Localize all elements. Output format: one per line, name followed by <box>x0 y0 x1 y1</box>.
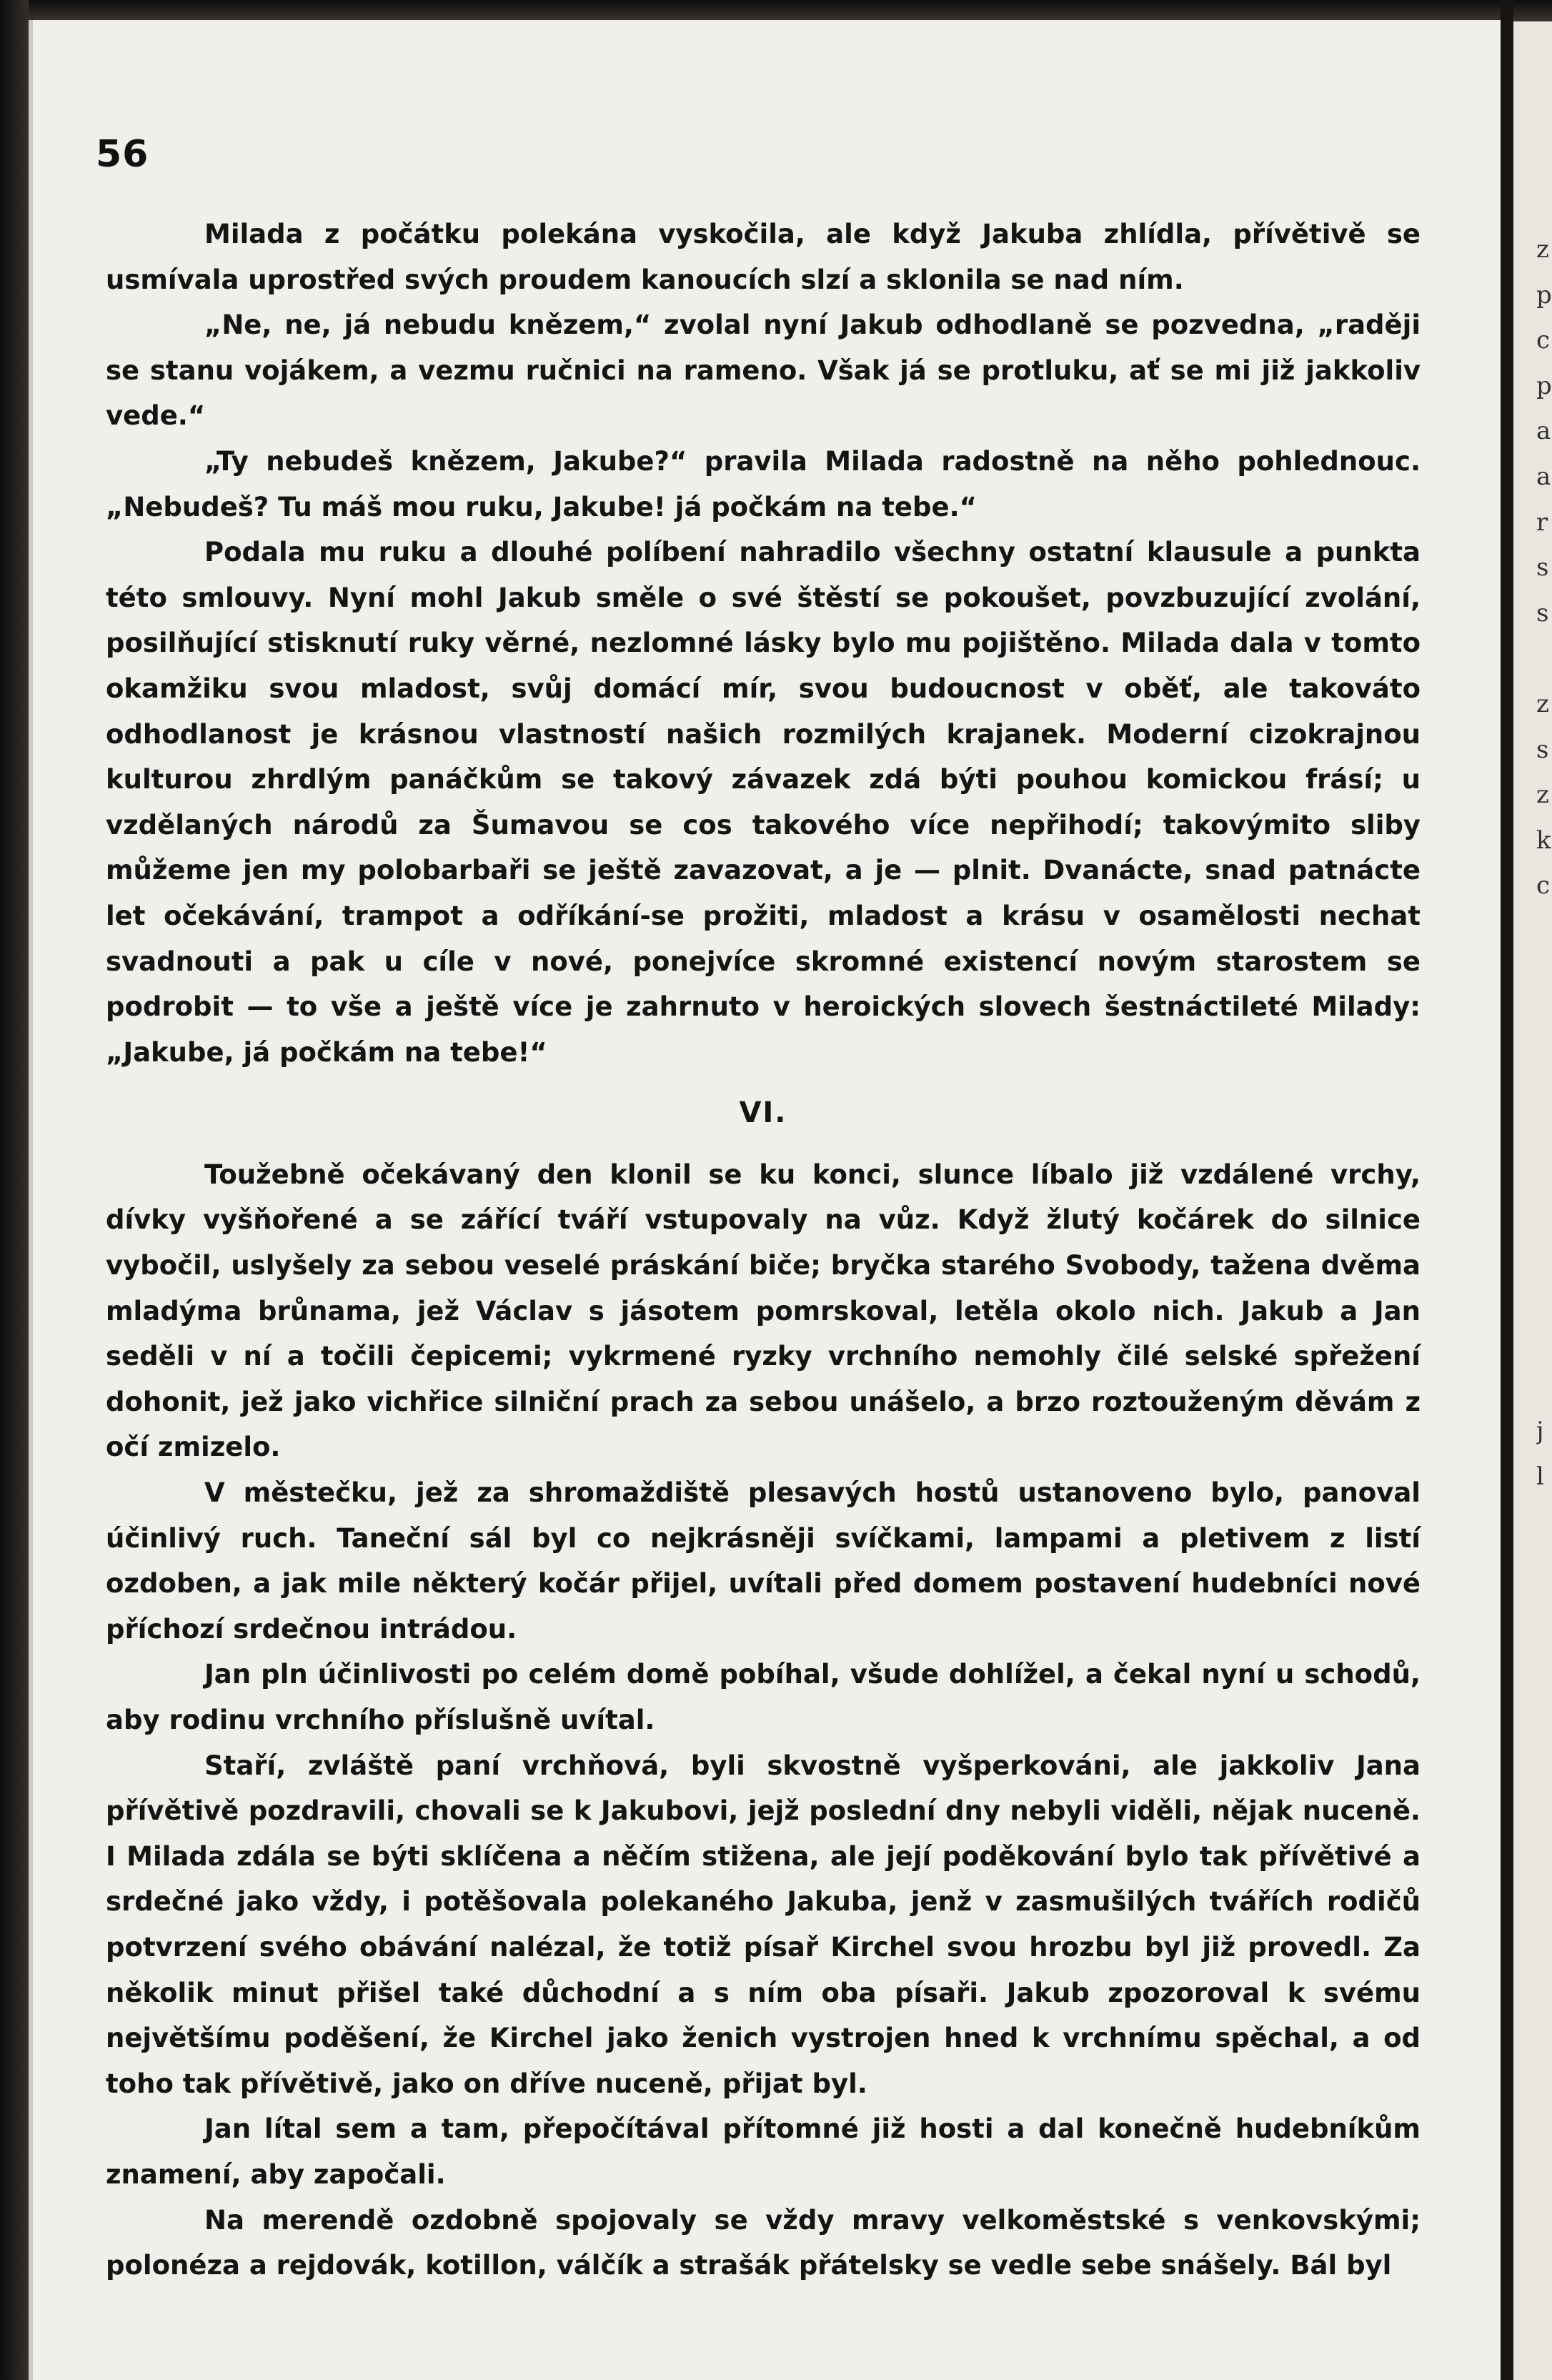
facing-page-letter: p <box>1536 371 1552 400</box>
facing-page-letter: l <box>1536 1462 1544 1492</box>
chapter-heading: VI. <box>739 1096 787 1130</box>
paragraph: Jan lítal sem a tam, přepočítával přítomné již hosti a dal konečně hudebníkům znamení, aby započali. <box>106 2113 1421 2190</box>
facing-page-letter <box>1536 1545 1552 1591</box>
facing-page-letter: p <box>1536 280 1552 309</box>
facing-page-letter <box>1536 909 1552 955</box>
facing-page-letter: z <box>1536 780 1549 810</box>
paragraph: Toužebně očekávaný den klonil se ku konci, slunce líbalo již vzdálené vrchy, dívky vyšňořené a se zářící tváří vstupovaly na vůz. Když žlutý kočárek do silnice vybočil, uslyšely za sebou veselé práskání biče; bryčka starého Svobody, tažena dvěma mladýma brůnama, jež Václav s jásotem pomrskoval, letěla okolo nich. Jakub a Jan seděli v ní a točili čepicemi; vykrmené ryzky vrchního nemohly čilé selské spřežení dohonit, jež jako vichřice silniční prach za sebou unášelo, a brzo roztouženým děvám z očí zmizelo. <box>106 1159 1421 1463</box>
facing-page-letter <box>1536 1364 1552 1409</box>
facing-page-letter: j <box>1536 1417 1544 1446</box>
facing-page-letter: s <box>1536 553 1549 582</box>
scan-top-edge <box>0 0 1552 21</box>
facing-page-letter <box>1536 1318 1552 1364</box>
facing-page-letter <box>1536 1636 1552 1682</box>
facing-page-letter: z <box>1536 235 1549 264</box>
paragraph: Staří, zvláště paní vrchňová, byli skvostně vyšperkováni, ale jakkoliv Jana přívětivě pozdravili, chovali se k Jakubovi, jejž poslední dny nebyli viděli, nějak nuceně. I Milada zdála se býti sklíčena a něčím stižena, ale její poděkování bylo tak přívětivé a srdečné jako vždy, i potěšovala polekaného Jakuba, jenž v zasmušilých tvářích rodičů potvrzení svého obávání nalézal, že totiž písař Kirchel svou hrozbu byl již provedl. Za několik minut přišel také důchodní a s ním oba písaři. Jakub zpozoroval k svému největšímu poděšení, že Kirchel jako ženich vystrojen hned k vrchnímu spěchal, a od toho tak přívětivě, jako on dříve nuceně, přijat byl. <box>106 1750 1421 2099</box>
facing-page-letter: s <box>1536 598 1549 628</box>
facing-page-letter <box>1536 1000 1552 1046</box>
facing-page-letter <box>1536 1818 1552 1864</box>
scan-left-edge <box>0 0 29 2380</box>
facing-page-letter: k <box>1536 825 1551 855</box>
facing-page-letter <box>1536 1863 1552 1909</box>
facing-page-letter <box>1536 1091 1552 1136</box>
facing-page-letter: c <box>1536 871 1551 901</box>
facing-page-letter <box>1536 1772 1552 1818</box>
paragraph: Na merendě ozdobně spojovaly se vždy mravy velkoměstské s venkovskými; polonéza a rejdovák, kotillon, válčík a strašák přátelsky se vedle sebe snášely. Bál byl <box>106 2204 1421 2281</box>
facing-page-letter <box>1536 1727 1552 1773</box>
facing-page-letter <box>1536 2000 1552 2046</box>
facing-page-letter <box>1536 1682 1552 1727</box>
paragraph: Podala mu ruku a dlouhé políbení nahradilo všechny ostatní klausule a punkta této smlouvy. Nyní mohl Jakub směle o své štěstí se pokoušet, povzbuzující zvolání, posilňující stisknutí ruky věrné, nezlomné lásky bylo mu pojištěno. Milada dala v tomto okamžiku svou mladost, svůj domácí mír, svou budoucnost v oběť, ale takováto odhodlanost je krásnou vlastností našich rozmilých krajanek. Moderní cizokrajnou kulturou zhrdlým panáčkům se takový závazek zdá býti pouhou komickou frásí; u vzdělaných národů za Šumavou se cos takového více nepřihodí; takovýmito sliby můžeme jen my polobarbaři se ještě zavazovat, a je — plnit. Dvanácte, snad patnácte let očekávání, trampot a odříkání-se prožiti, mladost a krásu v osamělosti nechat svadnouti a pak u cíle v nové, ponejvíce skromné existencí novým starostem se podrobit — to vše a ještě více je zahrnuto v heroických slovech šestnáctileté Milady: „Jakube, já počkám na tebe!“ <box>106 537 1421 1068</box>
facing-page-letter: c <box>1536 326 1551 355</box>
facing-page-letter <box>1536 1500 1552 1546</box>
facing-page-letter <box>1536 1181 1552 1227</box>
paragraph: V městečku, jež za shromaždiště plesavých hostů ustanoveno bylo, panoval účinlivý ruch. Taneční sál byl co nejkrásněji svíčkami, lampami a pletivem z listí ozdoben, a jak mile některý kočár přijel, uvítali před domem postavení hudebníci nové příchozí srdečnou intrádou. <box>106 1477 1421 1645</box>
page-number: 56 <box>96 133 149 176</box>
facing-page-letter: z <box>1536 689 1549 718</box>
paragraph: „Ty nebudeš knězem, Jakube?“ pravila Milada radostně na něho pohlednouc. „Nebudeš? Tu máš mou ruku, Jakube! já počkám na tebe.“ <box>106 445 1421 522</box>
page-body <box>106 212 1421 2289</box>
facing-page-letter <box>1536 1046 1552 1091</box>
facing-page-letter <box>1536 1273 1552 1319</box>
facing-page-letter <box>1536 1955 1552 2000</box>
facing-page-letter <box>1536 1136 1552 1182</box>
facing-page-letter <box>1536 1227 1552 1273</box>
facing-page-letter <box>1536 636 1552 682</box>
facing-page-letter: s <box>1536 735 1549 764</box>
paragraph: Jan pln účinlivosti po celém domě pobíhal, všude dohlížel, a čekal nyní u schodů, aby rodinu vrchního příslušně uvítal. <box>106 1659 1421 1735</box>
paragraph: „Ne, ne, já nebudu knězem,“ zvolal nyní Jakub odhodlaně se pozvedna, „raději se stanu vojákem, a vezmu ručnici na rameno. Však já se protluku, ať se mi již jakkoliv vede.“ <box>106 309 1421 432</box>
facing-page-letters <box>1536 227 1552 2091</box>
facing-page-letter <box>1536 1591 1552 1637</box>
facing-page-letter: r <box>1536 507 1548 537</box>
facing-page-letter <box>1536 955 1552 1001</box>
facing-page-letter <box>1536 2046 1552 2091</box>
book-gutter <box>1501 0 1513 2380</box>
facing-page-letter: a <box>1536 462 1551 491</box>
paragraph: Milada z počátku polekána vyskočila, ale když Jakuba zhlídla, přívětivě se usmívala uprostřed svých proudem kanoucích slzí a sklonila se nad ním. <box>106 219 1421 295</box>
facing-page-letter: a <box>1536 417 1551 446</box>
facing-page-letter <box>1536 1909 1552 1955</box>
